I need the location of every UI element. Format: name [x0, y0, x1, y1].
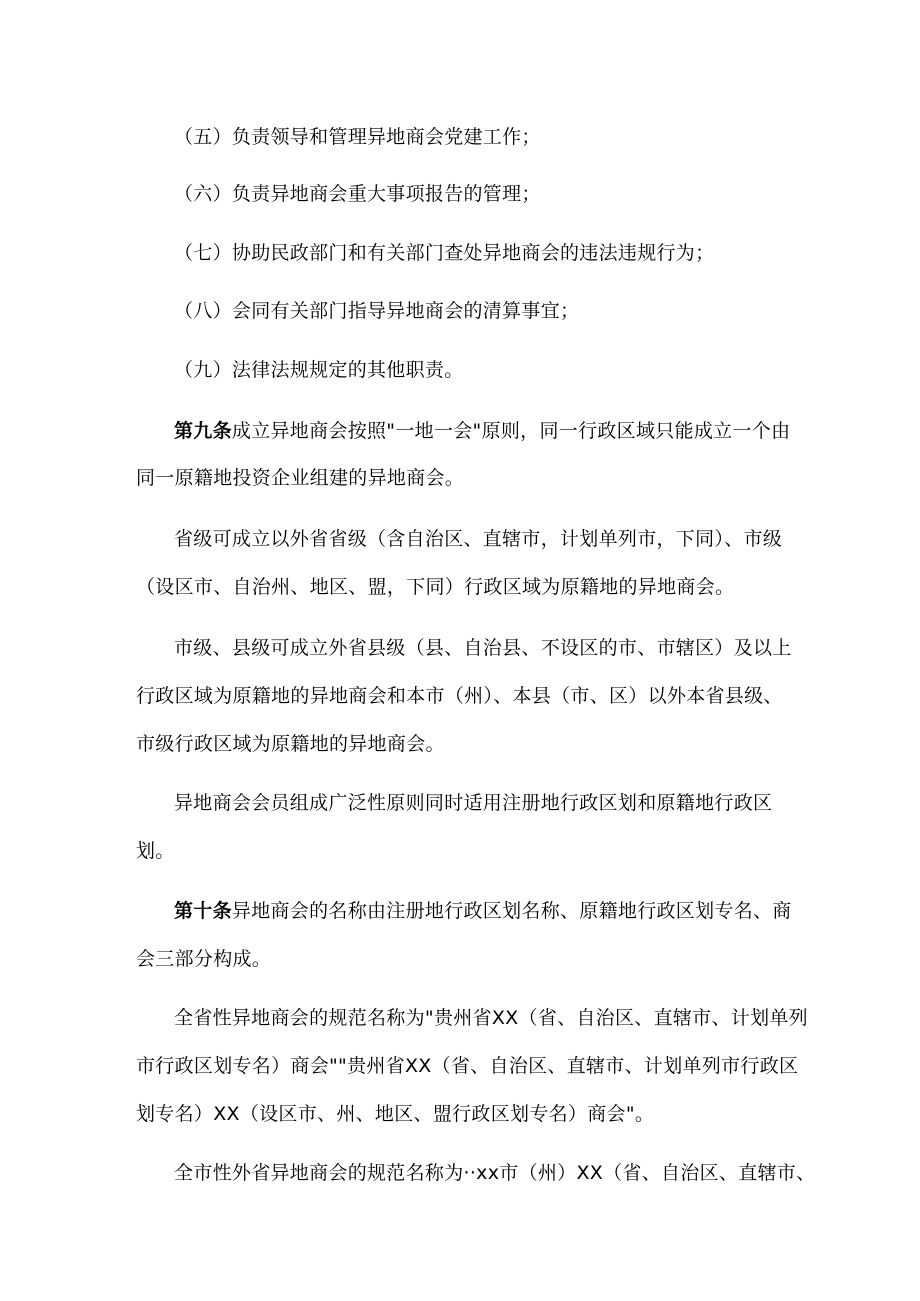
article-9-line-1 — [174, 418, 790, 444]
city-para-line-1: 市级、县级可成立外省县级（县、自治县、不设区的市、市辖区）及以上 — [174, 637, 792, 659]
item-8: （八）会同有关部门指导异地商会的清算事宜； — [174, 300, 580, 322]
provincial-para-line-1: 省级可成立以外省省级（含自治区、直辖市，计划单列市，下同）、市级 — [174, 528, 783, 550]
members-para-line-1: 异地商会会员组成广泛性原则同时适用注册地行政区划和原籍地行政区 — [174, 792, 773, 814]
provincial-para-line-2: （设区市、自治州、地区、盟，下同）行政区域为原籍地的异地商会。 — [136, 576, 735, 598]
members-para-line-2: 划。 — [136, 840, 175, 862]
article-10-heading: 第十条 — [174, 900, 232, 922]
article-9-line-2: 同一原籍地投资企业组建的异地商会。 — [136, 467, 465, 489]
item-7: （七）协助民政部门和有关部门查处异地商会的违法违规行为； — [174, 242, 715, 264]
article-9-text: 成立异地商会按照"一地一会"原则，同一行政区域只能成立一个由 — [231, 420, 791, 442]
city-para-line-3: 市级行政区域为原籍地的异地商会。 — [136, 733, 445, 755]
city-para-line-2: 行政区域为原籍地的异地商会和本市（州）、本县（市、区）以外本省县级、 — [136, 685, 783, 707]
city-names-para-line-1: 全市性外省异地商会的规范名称为··xx市（州）XX（省、自治区、直辖市、 — [174, 1162, 816, 1184]
item-5: （五）负责领导和管理异地商会党建工作； — [174, 126, 541, 148]
names-para-line-1: 全省性异地商会的规范名称为"贵州省XX（省、自治区、直辖市、计划单列 — [174, 1007, 808, 1029]
article-10-line-2: 会三部分构成。 — [136, 948, 272, 970]
names-para-line-2: 市行政区划专名）商会""贵州省XX（省、自治区、直辖市、计划单列市行政区 — [136, 1055, 799, 1077]
article-10-line-1 — [174, 898, 792, 924]
item-9: （九）法律法规规定的其他职责。 — [174, 359, 464, 381]
article-9-heading: 第九条 — [174, 420, 232, 442]
names-para-line-3: 划专名）XX（设区市、州、地区、盟行政区划专名）商会"。 — [136, 1103, 655, 1125]
item-6: （六）负责异地商会重大事项报告的管理； — [174, 183, 541, 205]
article-10-text: 异地商会的名称由注册地行政区划名称、原籍地行政区划专名、商 — [231, 900, 792, 922]
